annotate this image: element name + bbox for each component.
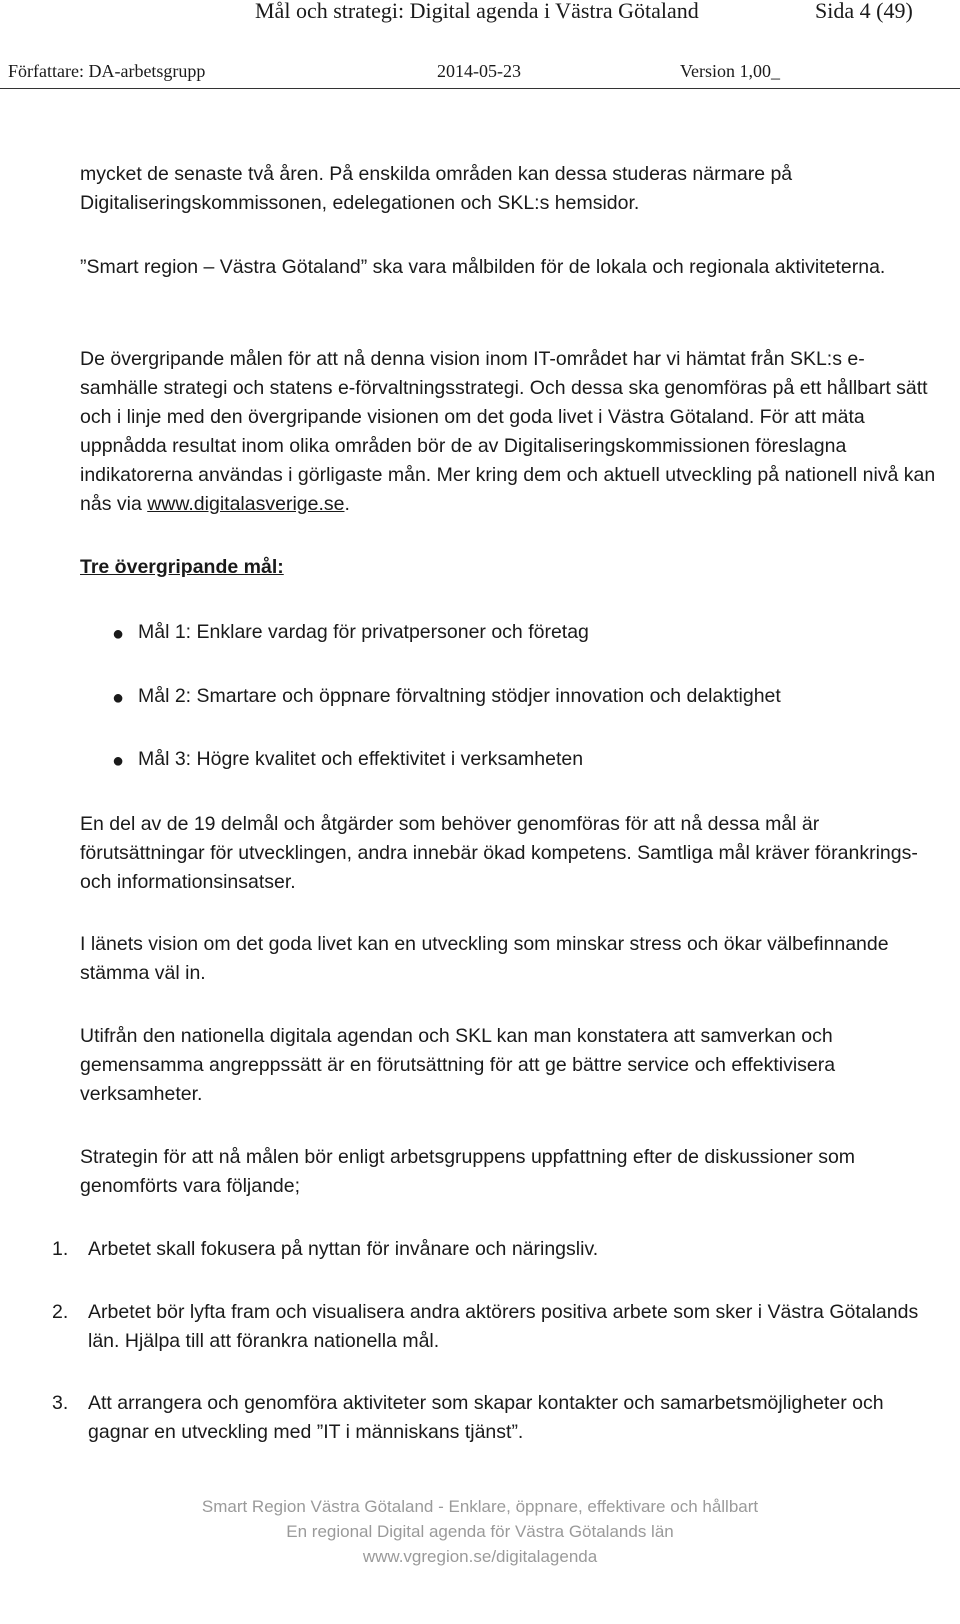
paragraph-samverkan: Utifrån den nationella digitala agendan och SKL kan man konstatera att samverkan och gemensamma angreppssätt är en förutsättning för att ge bättre service och effektivisera verksamheter. [80, 1025, 836, 1105]
paragraph-goals-source-text: De övergripande målen för att nå denna vision inom IT-området har vi hämtat från SKL:s e-samhälle strategi och statens e-förvaltningsstrategi. Och dessa ska genomföras på ett hållbart sätt och i linje med den övergripande visionen om det goda livet i Västra Götaland. För att mäta uppnådda resultat inom olika områden bör de av Digitaliseringskommissionen föreslagna indikatorerna användas i görligaste mån. Mer kring dem och aktuell utveckling på nationell nivå kan nås via [80, 348, 936, 515]
step-number: 3. [52, 1392, 69, 1414]
step-2: Arbetet bör lyfta fram och visualisera andra aktörers positiva arbete som sker i Västra Götalands län. Hjälpa till att förankra nationella mål. [88, 1301, 919, 1352]
goals-heading: Tre övergripande mål: [80, 556, 284, 578]
paragraph-delmal: En del av de 19 delmål och åtgärder som behöver genomföras för att nå dessa mål är förutsättningar för utvecklingen, andra innebär ökad kompetens. Samtliga mål kräver förankrings- och informationsinsatser. [80, 813, 918, 893]
footer-url[interactable]: www.vgregion.se/digitalagenda [362, 1547, 598, 1566]
paragraph-goals-source-end: . [344, 493, 350, 515]
paragraph-lanets-vision: I länets vision om det goda livet kan en utveckling som minskar stress och ökar välbefinnande stämma väl in. [80, 933, 889, 984]
goal-1: Mål 1: Enklare vardag för privatpersoner och företag [138, 621, 589, 643]
page-number: Sida 4 (49) [815, 0, 913, 23]
bullet-marker: ● [112, 750, 125, 772]
goal-3: Mål 3: Högre kvalitet och effektivitet i verksamheten [138, 748, 584, 770]
step-number: 2. [52, 1301, 69, 1323]
paragraph-intro: mycket de senaste två åren. På enskilda områden kan dessa studeras närmare på Digitaliseringskommissonen, edelegationen och SKL:s hemsidor. [80, 163, 793, 214]
step-3: Att arrangera och genomföra aktiviteter som skapar kontakter och samarbetsmöjligheter och gagnar en utveckling med ”IT i människans tjänst”. [88, 1392, 884, 1443]
document-title: Mål och strategi: Digital agenda i Västra Götaland [255, 0, 699, 23]
goal-2: Mål 2: Smartare och öppnare förvaltning stödjer innovation och delaktighet [138, 685, 781, 707]
document-date: 2014-05-23 [437, 61, 521, 81]
paragraph-strategi: Strategin för att nå målen bör enligt arbetsgruppens uppfattning efter de diskussioner som genomförts vara följande; [80, 1146, 856, 1197]
step-number: 1. [52, 1238, 69, 1260]
header-divider [0, 88, 960, 89]
footer-subtitle: En regional Digital agenda för Västra Götalands län [286, 1522, 674, 1541]
author: Författare: DA-arbetsgrupp [8, 61, 206, 81]
document-version: Version 1,00_ [680, 61, 780, 81]
step-1: Arbetet skall fokusera på nyttan för invånare och näringsliv. [88, 1238, 599, 1260]
paragraph-goals-source [80, 345, 940, 519]
bullet-marker: ● [112, 623, 125, 645]
paragraph-vision: ”Smart region – Västra Götaland” ska vara målbilden för de lokala och regionala aktiviteterna. [80, 256, 886, 278]
digitalasverige-link[interactable]: www.digitalasverige.se [147, 493, 345, 515]
bullet-marker: ● [112, 687, 125, 709]
footer-slogan: Smart Region Västra Götaland - Enklare, öppnare, effektivare och hållbart [201, 1497, 759, 1516]
